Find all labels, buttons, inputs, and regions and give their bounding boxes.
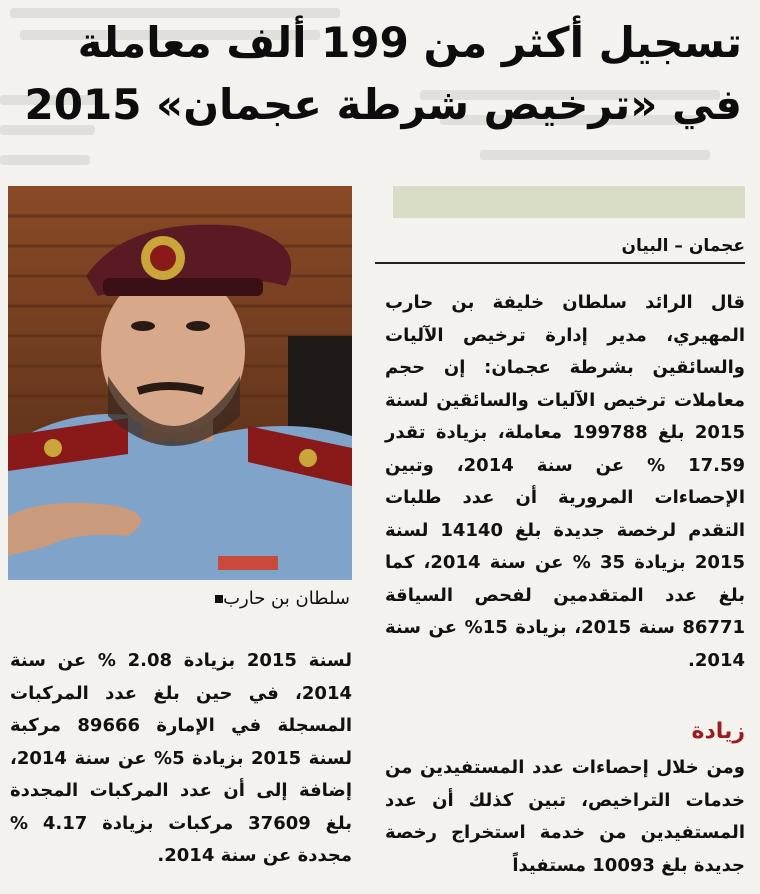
byline: عجمان – البيان	[375, 232, 745, 264]
caption-text: سلطان بن حارب	[223, 588, 350, 609]
article-paragraph-3: لسنة 2015 بزيادة 2.08 % عن سنة 2014، في حين بلغ عدد المركبات المسجلة في الإمارة 89666 مركبة لسنة 2015 بزيادة 5% عن سنة 2014، إضافة إلى أن عدد المركبات المجددة بلغ 37609 مركبات بزيادة 4.17 % مجددة عن سنة 2014.	[10, 650, 353, 866]
article-paragraph-2: ومن خلال إحصاءات عدد المستفيدين من خدمات التراخيص، تبين كذلك أن عدد المستفيدين من خدمة استخراج رخصة جديدة بلغ 10093 مستفيداً	[385, 757, 745, 876]
article-column-right-continued	[385, 752, 745, 882]
decorative-band	[393, 186, 745, 218]
article-paragraph-1: قال الرائد سلطان خليفة بن حارب المهيري، مدير إدارة ترخيص الآليات والسائقين بشرطة عجمان: إن حجم معاملات ترخيص الآليات والسائقين لسنة 2015 بلغ 199788 معاملة، بزيادة تقدر 17.59 % عن سنة 2014، وتبين الإحصاءات المرورية أن عدد طلبات التقدم لرخصة جديدة بلغ 14140 لسنة 2015 بزيادة 35 % عن سنة 2014، كما بلغ عدد المتقدمين لفحص السياقة 86771 سنة 2015، بزيادة 15% عن سنة 2014.	[385, 292, 746, 671]
article-column-right	[385, 287, 745, 677]
bullet-square-icon	[215, 595, 223, 603]
article-column-left	[10, 645, 352, 873]
subheading: زيادة	[691, 719, 745, 744]
officer-photo	[8, 186, 352, 580]
headline-line-2: في «ترخيص شرطة عجمان» 2015	[24, 80, 742, 129]
officer-portrait-icon	[8, 186, 352, 580]
photo-caption	[10, 585, 350, 615]
headline-line-1: تسجيل أكثر من 199 ألف معاملة	[77, 18, 742, 67]
headline	[22, 12, 742, 136]
